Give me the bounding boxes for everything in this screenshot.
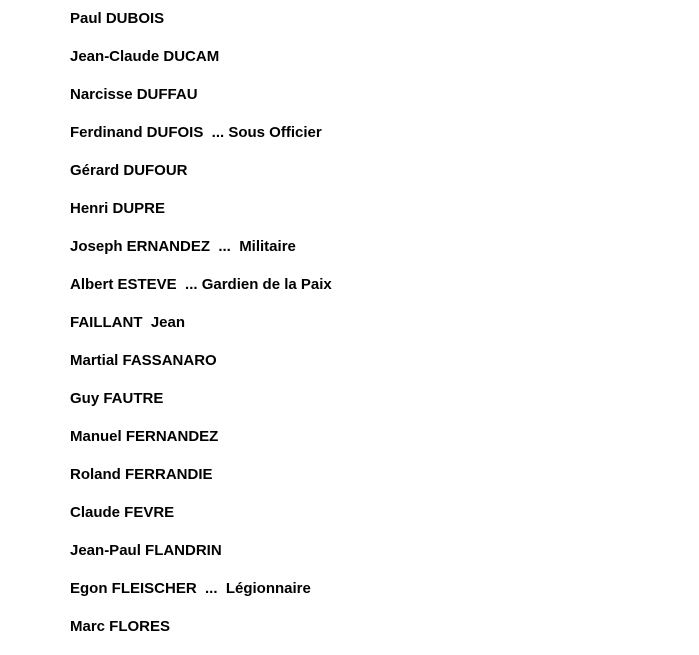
name-entry-faillant: FAILLANT Jean xyxy=(70,314,186,331)
name-entry-ducam: Jean-Claude DUCAM xyxy=(70,48,220,65)
name-entry-dufois: Ferdinand DUFOIS ... Sous Officier xyxy=(70,124,322,141)
name-entry-esteve: Albert ESTEVE ... Gardien de la Paix xyxy=(70,276,332,293)
name-entry-duffau: Narcisse DUFFAU xyxy=(70,86,198,103)
name-entry-fernandez: Manuel FERNANDEZ xyxy=(70,428,219,445)
name-entry-flandrin: Jean-Paul FLANDRIN xyxy=(70,542,222,559)
name-entry-fautre: Guy FAUTRE xyxy=(70,390,164,407)
name-entry-ernandez: Joseph ERNANDEZ ... Militaire xyxy=(70,238,296,255)
name-entry-dupre: Henri DUPRE xyxy=(70,200,166,217)
name-entry-fassanaro: Martial FASSANARO xyxy=(70,352,217,369)
name-entry-fleischer: Egon FLEISCHER ... Légionnaire xyxy=(70,580,311,597)
name-entry-dubois: Paul DUBOIS xyxy=(70,10,165,27)
name-entry-fevre: Claude FEVRE xyxy=(70,504,175,521)
name-entry-flores: Marc FLORES xyxy=(70,618,171,635)
name-entry-dufour: Gérard DUFOUR xyxy=(70,162,188,179)
name-list xyxy=(70,9,332,655)
name-entry-ferrandie: Roland FERRANDIE xyxy=(70,466,213,483)
